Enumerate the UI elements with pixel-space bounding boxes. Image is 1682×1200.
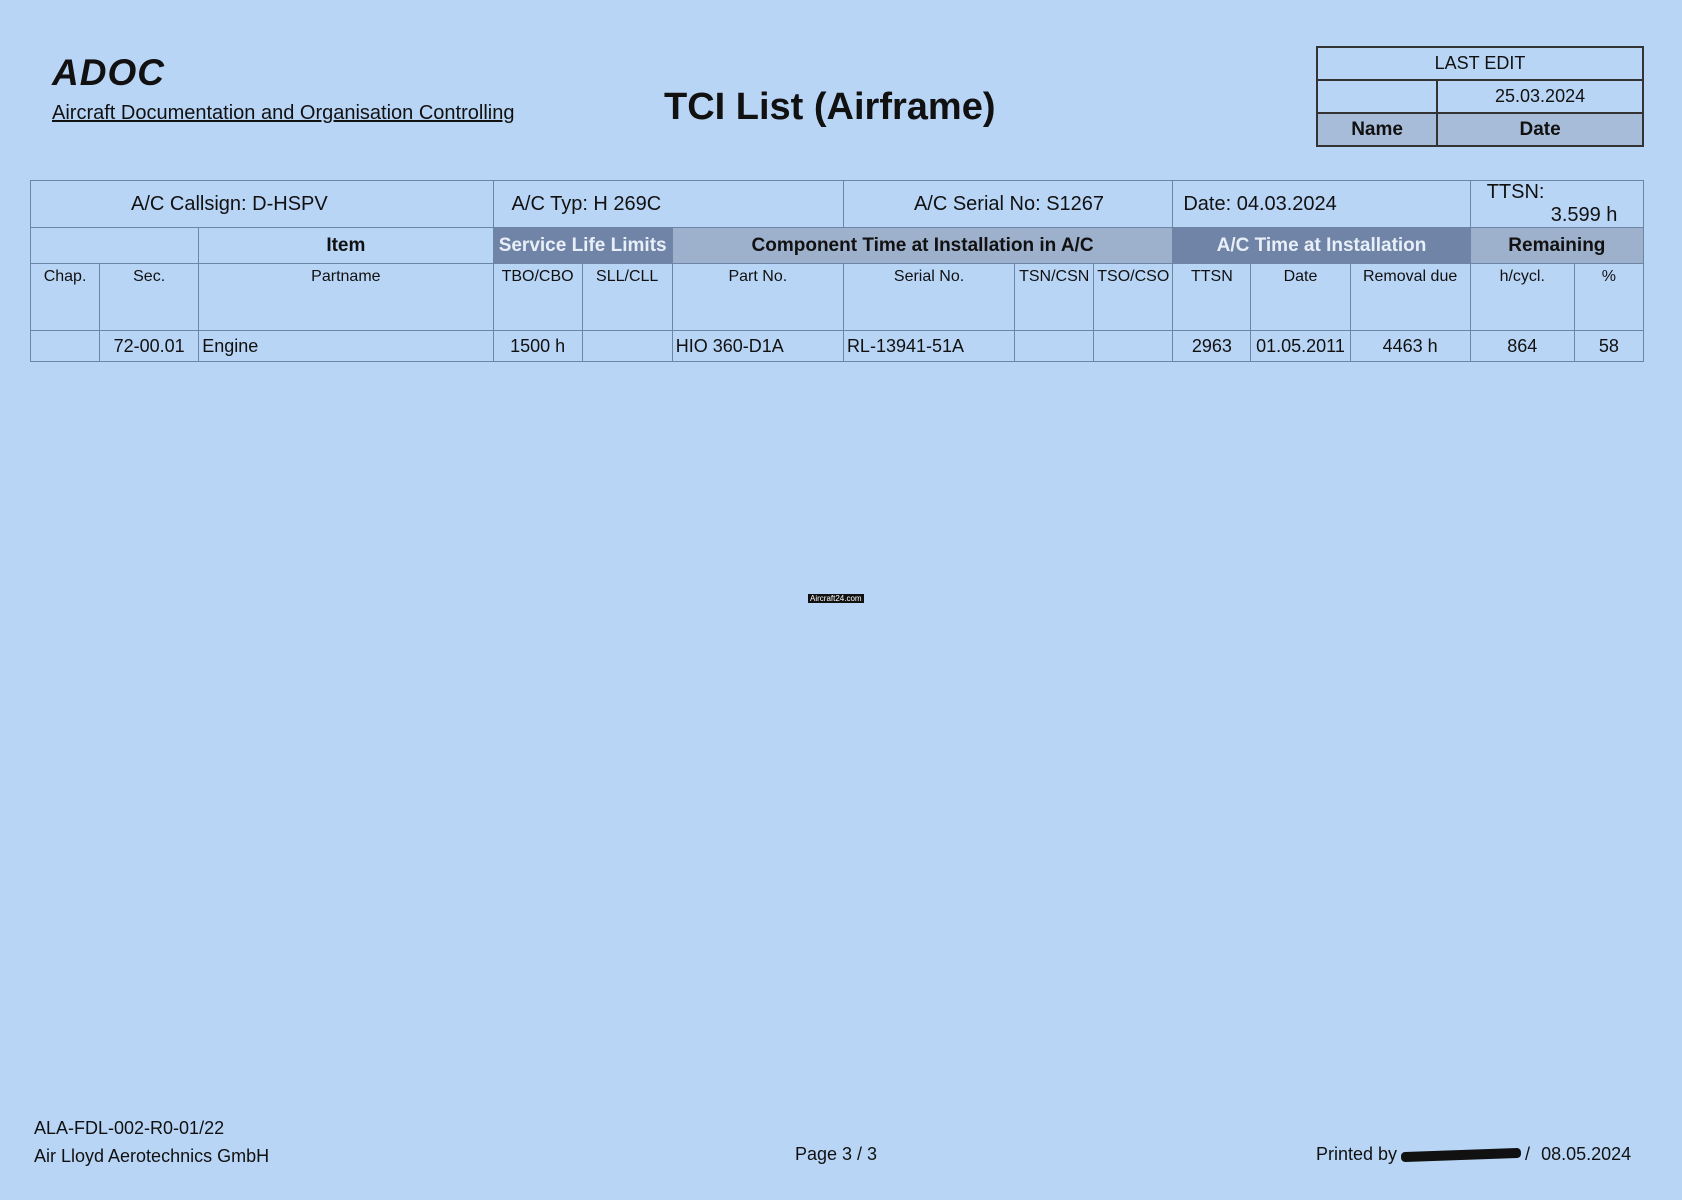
document-code: ALA-FDL-002-R0-01/22	[34, 1118, 225, 1138]
footer-left	[34, 1114, 269, 1170]
group-header-row	[31, 228, 1644, 264]
cell-serial-no: RL-13941-51A	[843, 331, 1014, 362]
cell-tso	[1094, 331, 1173, 362]
last-edit-box	[1316, 46, 1644, 147]
tci-table	[30, 180, 1644, 362]
cell-sll	[582, 331, 672, 362]
printed-by	[1316, 1144, 1631, 1165]
col-part-no: Part No.	[672, 264, 843, 331]
col-removal: Removal due	[1350, 264, 1470, 331]
cell-sec: 72-00.01	[100, 331, 199, 362]
last-edit-name-label: Name	[1317, 113, 1437, 146]
cell-partname: Engine	[199, 331, 493, 362]
ttsn-info	[1470, 181, 1643, 228]
last-edit-date-label: Date	[1437, 113, 1643, 146]
cell-pct: 58	[1574, 331, 1643, 362]
aircraft-type: A/C Typ: H 269C	[493, 181, 843, 228]
group-service-life: Service Life Limits	[493, 228, 672, 264]
organisation-subtitle: Aircraft Documentation and Organisation Controlling	[52, 102, 515, 124]
printed-date: 08.05.2024	[1541, 1144, 1632, 1164]
ttsn-value: 3.599 h	[1550, 204, 1618, 226]
cell-tbo: 1500 h	[493, 331, 582, 362]
col-sec: Sec.	[100, 264, 199, 331]
cell-date: 01.05.2011	[1251, 331, 1350, 362]
cell-removal: 4463 h	[1350, 331, 1470, 362]
col-serial-no: Serial No.	[843, 264, 1014, 331]
group-empty	[31, 228, 199, 264]
table-row	[31, 331, 1644, 362]
last-edit-heading: LAST EDIT	[1317, 47, 1643, 80]
cell-tsn	[1015, 331, 1094, 362]
col-sll: SLL/CLL	[582, 264, 672, 331]
col-hcycl: h/cycl.	[1470, 264, 1574, 331]
page-number: Page 3 / 3	[795, 1144, 878, 1164]
callsign: A/C Callsign: D-HSPV	[31, 181, 494, 228]
ttsn-label: TTSN:	[1486, 181, 1545, 203]
printed-separator: /	[1525, 1144, 1531, 1164]
cell-chap	[31, 331, 100, 362]
printed-by-label: Printed by	[1316, 1144, 1398, 1164]
cell-part-no: HIO 360-D1A	[672, 331, 843, 362]
cell-hcycl: 864	[1470, 331, 1574, 362]
col-tso: TSO/CSO	[1094, 264, 1173, 331]
col-date: Date	[1251, 264, 1350, 331]
group-remaining: Remaining	[1470, 228, 1643, 264]
info-date: Date: 04.03.2024	[1173, 181, 1470, 228]
cell-ttsn: 2963	[1173, 331, 1251, 362]
col-partname: Partname	[199, 264, 493, 331]
watermark: Aircraft24.com	[810, 594, 862, 603]
logo: ADOC	[52, 52, 165, 93]
company-name: Air Lloyd Aerotechnics GmbH	[34, 1146, 270, 1166]
redacted-name	[1401, 1148, 1521, 1162]
group-ac-time: A/C Time at Installation	[1173, 228, 1470, 264]
group-item: Item	[199, 228, 493, 264]
col-pct: %	[1574, 264, 1643, 331]
group-component-time: Component Time at Installation in A/C	[672, 228, 1173, 264]
col-tbo: TBO/CBO	[493, 264, 582, 331]
last-edit-name-value	[1317, 80, 1437, 113]
col-ttsn: TTSN	[1173, 264, 1251, 331]
column-header-row	[31, 264, 1644, 331]
last-edit-date-value: 25.03.2024	[1437, 80, 1643, 113]
aircraft-info-row	[31, 181, 1644, 228]
col-chap: Chap.	[31, 264, 100, 331]
col-tsn: TSN/CSN	[1015, 264, 1094, 331]
aircraft-serial: A/C Serial No: S1267	[843, 181, 1172, 228]
page-title: TCI List (Airframe)	[664, 86, 996, 128]
